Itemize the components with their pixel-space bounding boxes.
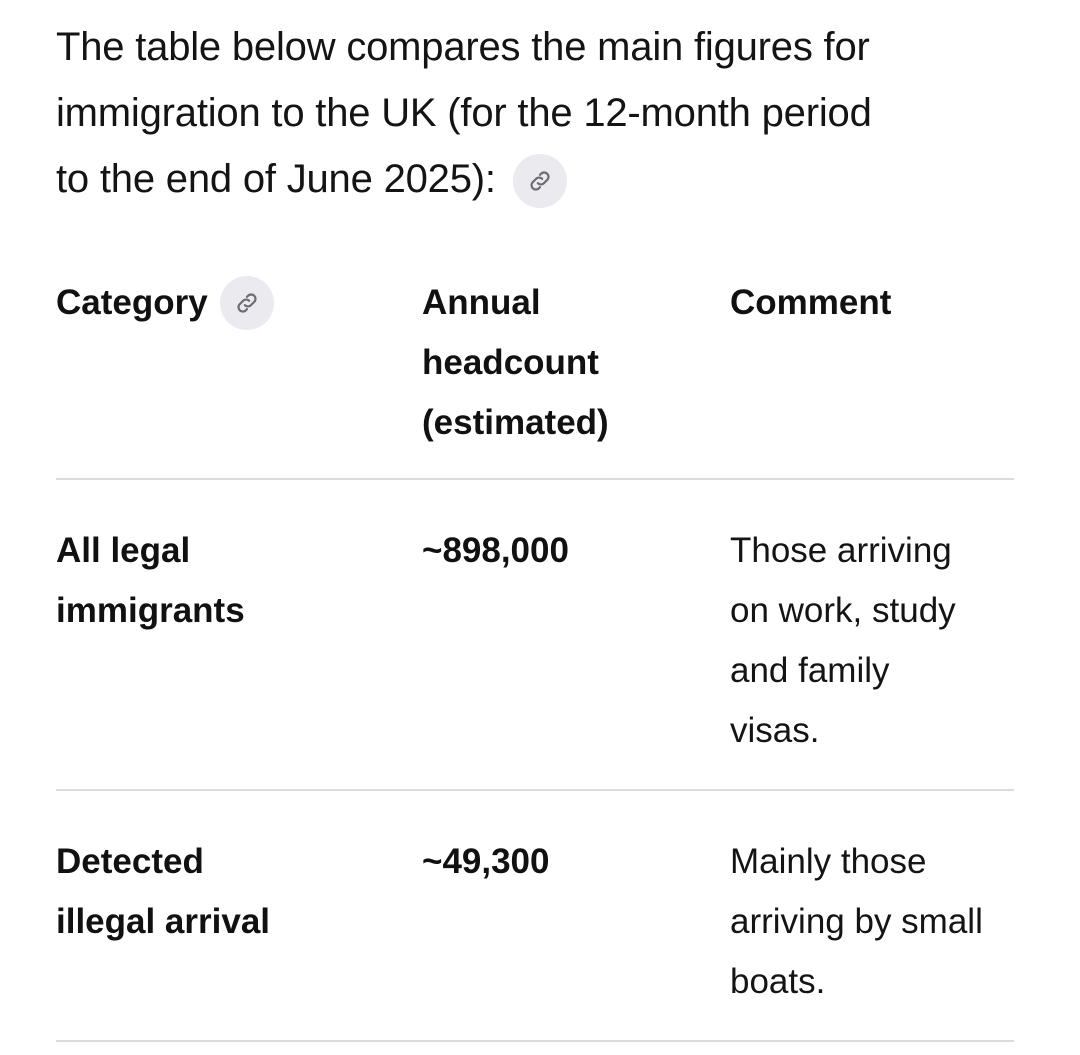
table-row xyxy=(56,480,1014,789)
header-count-line-1: Annual xyxy=(422,283,541,322)
row-category xyxy=(56,832,422,1040)
category-line-2: illegal arrival xyxy=(56,902,271,941)
row-category xyxy=(56,521,422,789)
comment-line-2: on work, study xyxy=(730,591,956,630)
comment-line-3: boats. xyxy=(730,962,826,1001)
row-count: ~49,300 xyxy=(422,842,550,881)
header-comment: Comment xyxy=(730,283,892,322)
table-row xyxy=(56,791,1014,1040)
comment-line-1: Those arriving xyxy=(730,531,952,570)
header-count-line-3: (estimated) xyxy=(422,403,609,442)
header-category-label: Category xyxy=(56,283,208,322)
row-comment xyxy=(730,832,1014,1040)
header-category xyxy=(56,273,422,478)
intro-line-3-text: to the end of June 2025): xyxy=(56,157,496,201)
comment-line-2: arriving by small xyxy=(730,902,983,941)
row-comment xyxy=(730,521,1014,789)
intro-line-1: The table below compares the main figures for xyxy=(56,25,870,69)
comment-line-1: Mainly those xyxy=(730,842,927,881)
link-icon[interactable] xyxy=(220,276,274,330)
category-line-2: immigrants xyxy=(56,591,245,630)
category-line-1: Detected xyxy=(56,842,204,881)
intro-line-3 xyxy=(56,146,1016,212)
immigration-table xyxy=(56,270,1014,1042)
link-icon[interactable] xyxy=(513,154,567,208)
table-header-row xyxy=(56,270,1014,478)
intro-paragraph xyxy=(56,14,1016,212)
intro-line-2: immigration to the UK (for the 12-month period xyxy=(56,91,872,135)
comment-line-4: visas. xyxy=(730,711,820,750)
header-annual-headcount xyxy=(422,273,730,478)
header-count-line-2: headcount xyxy=(422,343,599,382)
category-line-1: All legal xyxy=(56,531,191,570)
comment-line-3: and family xyxy=(730,651,890,690)
row-divider xyxy=(56,1040,1014,1042)
row-count: ~898,000 xyxy=(422,531,569,570)
